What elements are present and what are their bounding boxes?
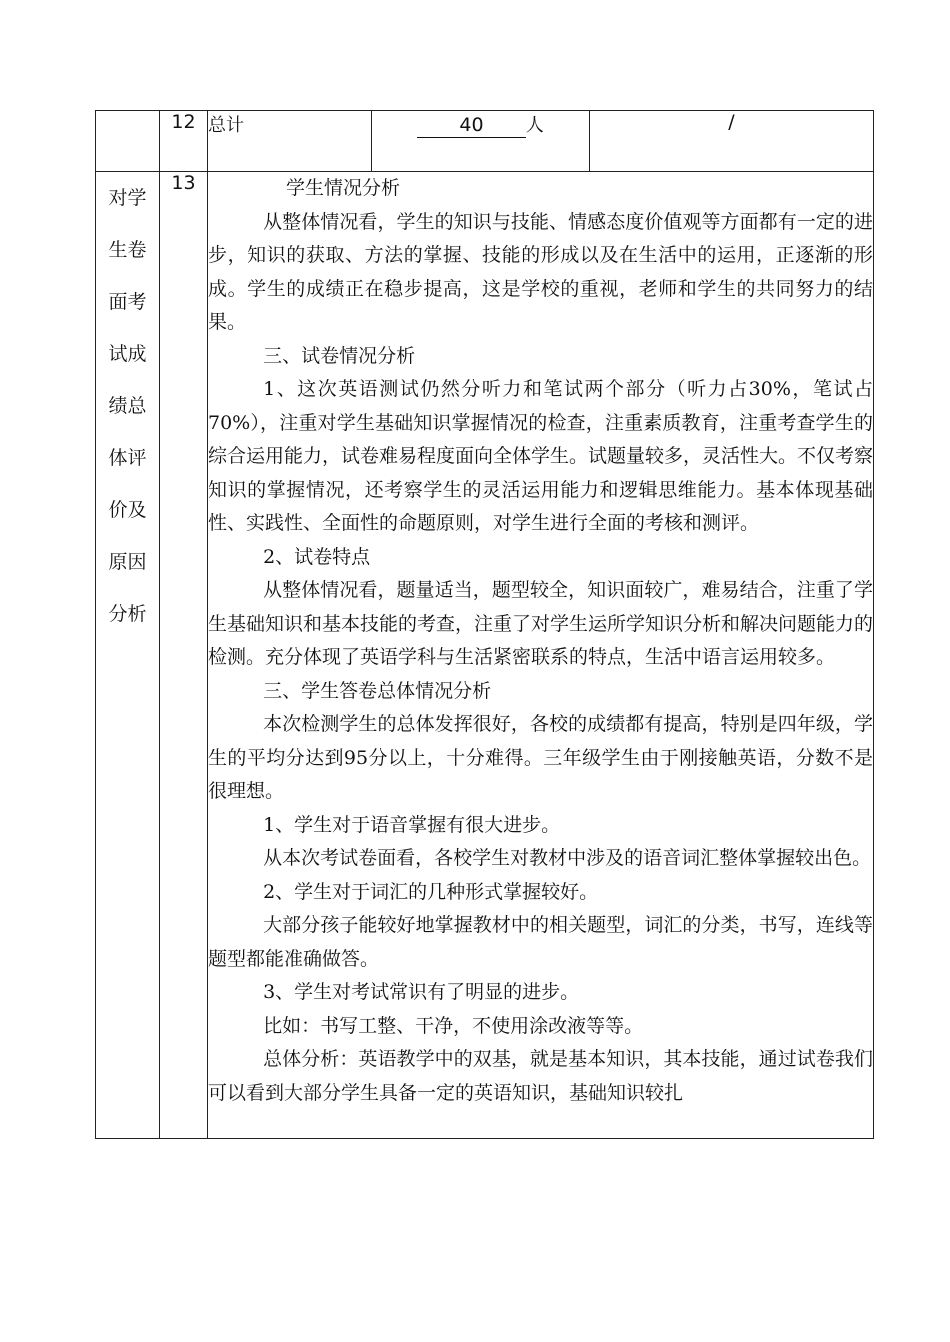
total-count: 40 (459, 114, 484, 136)
section-heading: 3、学生对考试常识有了明显的进步。 (263, 981, 580, 1003)
total-unit: 人 (525, 115, 544, 136)
category-line: 生卷 (108, 239, 147, 261)
section-heading: 2、学生对于词汇的几种形式掌握较好。 (263, 880, 599, 903)
paragraph: 1、这次英语测试仍然分听力和笔试两个部分（听力占30%，笔试占70%），注重对学生基础知识掌握情况的检查，注重素质教育，注重考查学生的综合运用能力，试卷难易程度面向全体学生。试题量较多，灵活性大。不仅考察知识的掌握情况，还考察学生的灵活运用能力和逻辑思维能力。基本体现基础性、实践性、全面性的命题原则，对学生进行全面的考核和测评。 (208, 378, 874, 534)
table-row-total (96, 111, 874, 172)
total-remark: / (590, 111, 874, 172)
analysis-table (95, 110, 874, 1139)
paragraph: 总体分析：英语教学中的双基，就是基本知识，其本技能，通过试卷我们可以看到大部分学生具备一定的英语知识，基础知识较扎 (208, 1048, 873, 1104)
paragraph: 本次检测学生的总体发挥很好，各校的成绩都有提高，特别是四年级，学生的平均分达到95分以上，十分难得。三年级学生由于刚接触英语，分数不是很理想。 (208, 713, 873, 802)
row-number: 13 (160, 172, 208, 1139)
paragraph: 从本次考试卷面看，各校学生对教材中涉及的语音词汇整体掌握较出色。 (263, 847, 872, 869)
analysis-content (208, 172, 874, 1139)
count-blank (417, 115, 526, 138)
category-cell (96, 172, 160, 1139)
paragraph: 大部分孩子能较好地掌握教材中的相关题型，词汇的分类，书写，连线等题型都能准确做答。 (208, 914, 873, 970)
section-heading: 1、学生对于语音掌握有很大进步。 (263, 813, 561, 836)
section-heading: 2、试卷特点 (263, 545, 371, 568)
category-line: 绩总 (108, 395, 147, 417)
category-line: 分析 (108, 603, 147, 625)
category-line: 试成 (108, 343, 147, 365)
section-title: 学生情况分析 (286, 177, 401, 199)
section-heading: 三、试卷情况分析 (263, 344, 416, 367)
table-row-analysis (96, 172, 874, 1139)
section-heading: 三、学生答卷总体情况分析 (263, 679, 492, 702)
category-line: 面考 (108, 291, 147, 313)
paragraph: 从整体情况看，题量适当，题型较全，知识面较广，难易结合，注重了学生基础知识和基本技能的考查，注重了对学生运所学知识分析和解决问题能力的检测。充分体现了英语学科与生活紧密联系的特点，生活中语言运用较多。 (208, 579, 874, 668)
category-line: 对学 (108, 187, 147, 209)
paragraph: 比如：书写工整、干净，不使用涂改液等等。 (263, 1014, 644, 1037)
paragraph: 从整体情况看，学生的知识与技能、情感态度价值观等方面都有一定的进步，知识的获取、方法的掌握、技能的形成以及在生活中的运用，正逐渐的形成。学生的成绩正在稳步提高，这是学校的重视，老师和学生的共同努力的结果。 (208, 210, 873, 333)
total-label: 总计 (208, 111, 372, 172)
row-number: 12 (160, 111, 208, 172)
category-cell-empty (96, 111, 160, 172)
category-line: 原因 (108, 551, 147, 573)
total-count-cell (372, 111, 590, 172)
category-line: 价及 (108, 499, 147, 521)
category-line: 体评 (108, 447, 147, 469)
